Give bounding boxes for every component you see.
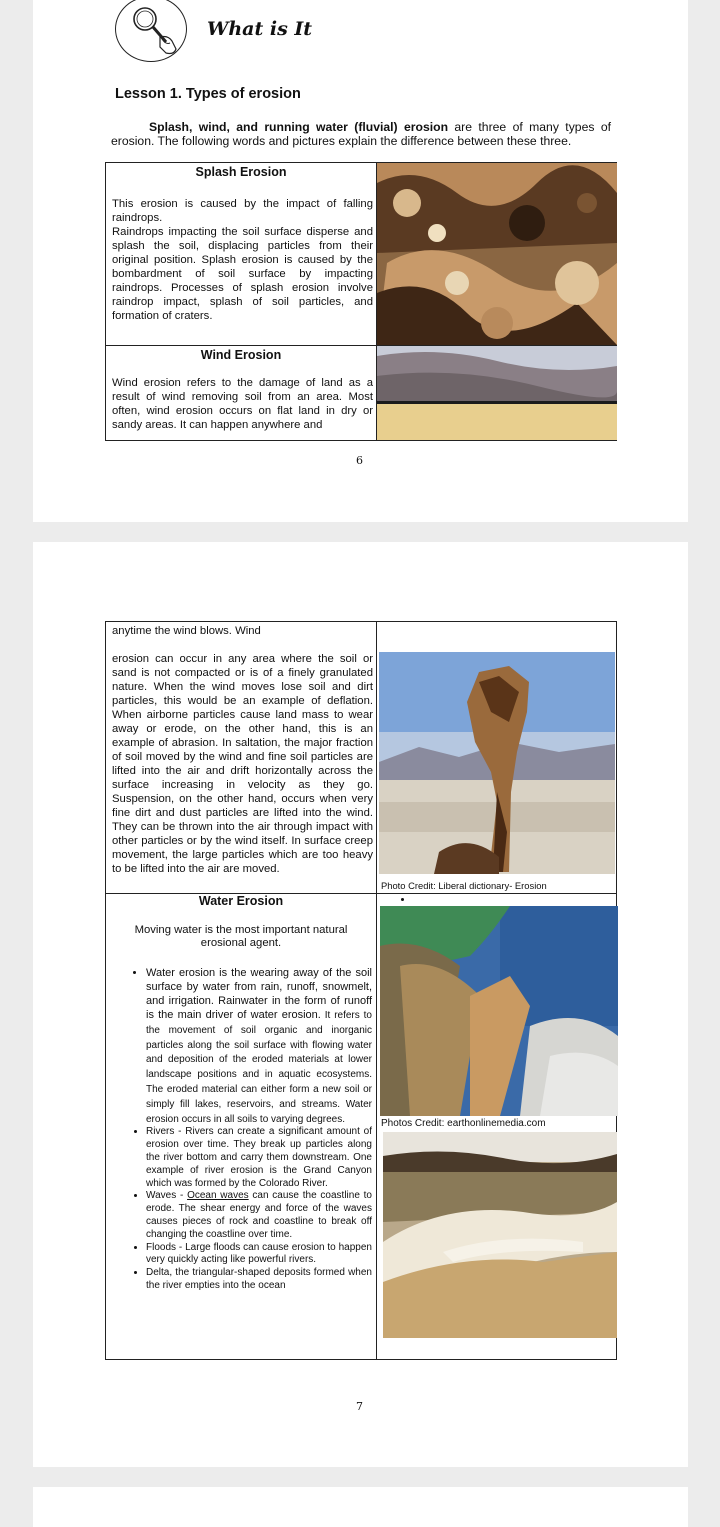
page-7 [33,542,688,1467]
splash-heading: Splash Erosion [195,165,287,179]
water-bullets [106,966,372,1293]
bullet-delta: • Delta, the triangular-shaped deposits formed when the river empties into the ocean [146,1267,372,1293]
wind-cell [106,346,377,441]
wind-photo-credit: Photo Credit: Liberal dictionary- Erosion [381,880,547,891]
intro-paragraph [111,120,611,148]
page-title: What is It [207,18,313,40]
erosion-table-page6 [105,162,617,441]
rock-formation-image [379,652,615,874]
splash-text-1: This erosion is caused by the impact of falling raindrops. [112,198,373,224]
wind-cont-body [112,652,373,876]
page-number-6: 6 [356,454,363,467]
water-image-cell [377,894,617,1360]
wind-cont-a: erosion can occur in any area where the soil or sand is not compacted or is of a finely granulated nature. When the wind moves lose soil and dirt particles, this would be an example of deflation. When airborne particles cause land mass to wear away or erode, on the other hand, this is an example of abrasion. [112,653,373,749]
water-cell [106,894,377,1360]
lesson-heading: Lesson 1. Types of erosion [115,86,301,102]
splash-cell [106,163,377,346]
page-8 [33,1487,688,1527]
bullet-dot [401,898,404,901]
bullet-waves [146,1190,372,1241]
bullet-1b: It refers to the movement of soil organic and inorganic particles along the soil surface with flowing water and deposition of the eroded materials at lower landscape positions and in aquatic ecosystems. The eroded material can either form a new soil or simply fill lakes, reservoirs, and streams. Water erosion occurs in all soils to varying degrees. [146,1010,372,1125]
wind-image-cell [377,346,617,441]
splash-text-2: Raindrops impacting the soil surface disperse and splash the soil, displacing particles from their original position. Splash erosion is caused by the bombardment of soil surface by impacting raindrops. Processes of splash erosion involve raindrop impact, splash of soil particles, and formation of craters. [112,226,373,322]
splash-image-cell [377,163,617,346]
intro-bold: Splash, wind, and running water (fluvial) erosion [149,120,449,134]
page-number-7: 7 [356,1400,363,1413]
bullet-rivers: • Rivers - Rivers can create a significant amount of erosion over time. They break up particles along the river bottom and carry them downstream. One example of river erosion is the Grand Canyon which was formed by the Colorado River. [146,1126,372,1190]
wind-erosion-image [377,346,617,440]
water-photo-credit: Photos Credit: earthonlinemedia.com [381,1118,546,1129]
rock-image-cell [377,622,617,894]
bullet-water-erosion [146,966,372,1126]
bullet-floods: • Floods - Large floods can cause erosion to happen very quickly acting like powerful rivers. [146,1242,372,1268]
water-lead: Moving water is the most important natural erosional agent. [134,924,348,949]
coast-erosion-image [380,906,618,1116]
wind-text: Wind erosion refers to the damage of land as a result of wind removing soil from an area. Most often, wind erosion occurs on flat land in dry or sandy areas. It can happen anywhere and [112,377,373,431]
bullet-3a: Waves - [146,1190,188,1202]
river-erosion-image [383,1132,617,1338]
erosion-table-page7 [105,621,617,1360]
ocean-waves-link[interactable]: Ocean waves [187,1190,249,1202]
wind-cont-b: In saltation, the major fraction of soil moved by the wind and fine soil particles are lifted into the air and drift horizontally across the surface increasing in velocity as they go. Suspension, on the other hand, occurs when very fine dirt and dust particles are lifted into the wind. They can be thrown into the air through impact with other particles or by the wind itself. In surface creep movement, the large particles which are too heavy to be lifted into the air are moved. [112,737,374,875]
wind-heading: Wind Erosion [200,348,282,362]
wind-cont-first: anytime the wind blows. Wind [112,625,261,637]
magnifier-hand-icon [115,0,187,62]
splash-erosion-image [377,163,617,345]
bullet-1a: Water erosion is the wearing away of the soil surface by water from rain, runoff, snowmelt, and irrigation. Rainwater in the form of runoff is the main driver of water erosion. [146,967,372,1021]
water-heading: Water Erosion [198,894,284,908]
page-6 [33,0,688,522]
wind-cont-cell [106,622,377,894]
bullet-3b: can cause the coastline to erode. The shear energy and force of the waves causes pieces of rock and coastline to break off changing the coastline over time. [146,1190,372,1240]
intro-rest: are three of many types of erosion. The following words and pictures explain the difference between these three. [111,120,611,148]
